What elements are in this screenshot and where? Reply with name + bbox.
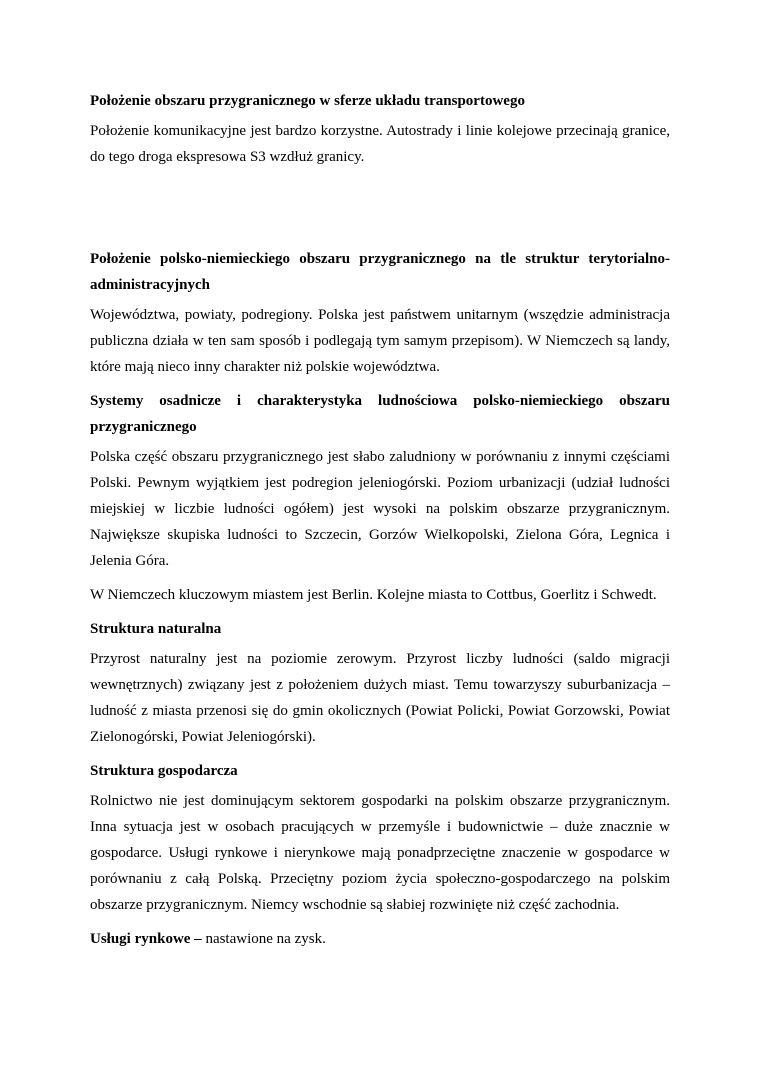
blank-space	[90, 178, 670, 246]
document-page	[90, 88, 670, 960]
paragraph-administrative: Województwa, powiaty, podregiony. Polska jest państwem unitarnym (wszędzie administracja publiczna działa w ten sam sposób i podlegają tym samym przepisom). W Niemczech są landy, które mają nieco inny charakter niż polskie województwa.	[90, 307, 670, 375]
heading-settlement: Systemy osadnicze i charakterystyka ludnościowa polsko-niemieckiego obszaru przygranicznego	[90, 393, 670, 435]
heading-administrative: Położenie polsko-niemieckiego obszaru przygranicznego na tle struktur terytorialno-administracyjnych	[90, 251, 670, 293]
paragraph-natural: Przyrost naturalny jest na poziomie zerowym. Przyrost liczby ludności (saldo migracji wewnętrznych) związany jest z położeniem dużych miast. Temu towarzyszy suburbanizacja – ludność z miasta przenosi się do gmin okolicznych (Powiat Policki, Powiat Gorzowski, Powiat Zielonogórski, Powiat Jeleniogórski).	[90, 651, 670, 745]
paragraph-settlement: Polska część obszaru przygranicznego jest słabo zaludniony w porównaniu z innymi częściami Polski. Pewnym wyjątkiem jest podregion jeleniogórski. Poziom urbanizacji (udział ludności miejskiej w liczbie ludności ogółem) jest wysoki na polskim obszarze przygranicznym. Największe skupiska ludności to Szczecin, Gorzów Wielkopolski, Zielona Góra, Legnica i Jelenia Góra.	[90, 449, 670, 569]
paragraph-transport: Położenie komunikacyjne jest bardzo korzystne. Autostrady i linie kolejowe przecinają granice, do tego droga ekspresowa S3 wzdłuż granicy.	[90, 123, 670, 165]
paragraph-economic: Rolnictwo nie jest dominującym sektorem gospodarki na polskim obszarze przygranicznym. Inna sytuacja jest w osobach pracujących w przemyśle i budownictwie – duże znacznie w gospodarce. Usługi rynkowe i nierynkowe mają ponadprzeciętne znaczenie w gospodarce w porównaniu z całą Polską. Przeciętny poziom życia społeczno-gospodarczego na polskim obszarze przygranicznym. Niemcy wschodnie są słabiej rozwinięte niż część zachodnia.	[90, 793, 670, 913]
market-services-definition: nastawione na zysk.	[201, 931, 326, 947]
heading-natural: Struktura naturalna	[90, 621, 222, 637]
paragraph-germany-cities: W Niemczech kluczowym miastem jest Berlin. Kolejne miasta to Cottbus, Goerlitz i Schwedt.	[90, 587, 657, 603]
market-services-term: Usługi rynkowe –	[90, 931, 202, 947]
heading-transport: Położenie obszaru przygranicznego w sferze układu transportowego	[90, 93, 525, 109]
heading-economic: Struktura gospodarcza	[90, 763, 238, 779]
paragraph-market-services	[90, 926, 670, 952]
